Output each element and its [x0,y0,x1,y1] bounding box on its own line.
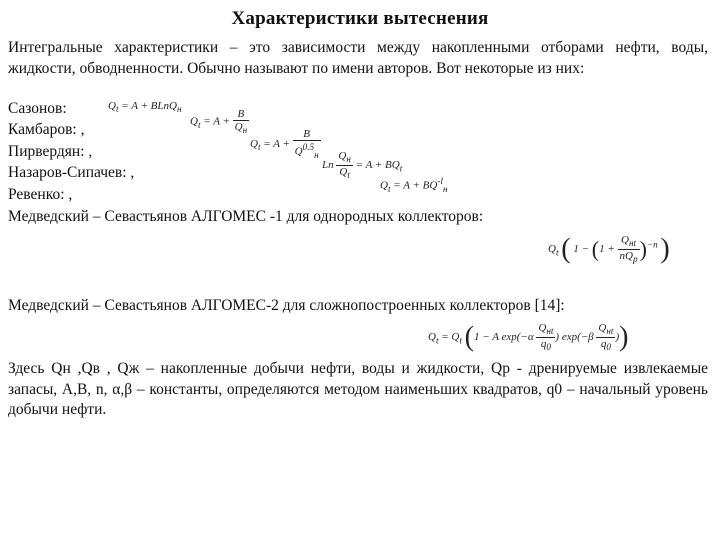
method-kambarov-label: Камбаров: , [8,121,85,138]
method-nazarov-sipachev-label: Назаров-Сипачев: , [8,164,135,181]
formula-nazarov-sipachev: Ln $\frac{Q_н}{Q_t}$ = $A + BQ_t$ [322,150,403,181]
formula-algomes2: $Q_t = Q_t$ (1 − A exp(−α $\frac{Q_{нt}}{q_0}$ ) exp(−β $\frac{Q_{нt}}{q_0}$ )) [428,321,629,353]
algomes1-label: Медведский – Севастьянов АЛГОМЕС -1 для однородных коллекторов: [8,208,484,225]
intro-paragraph: Интегральные характеристики – это зависимости между накопленными отборами нефти, воды, жидкости, обводненности. Обычно называют по имени авторов. Вот некоторые из них: [8,39,708,77]
method-pirverdyan-label: Пирвердян: , [8,143,93,160]
formula-revenko: $Q_t = A + BQ^{-l}_н$ [380,176,448,194]
formula-algomes1: $Q_t$ ( 1 − (1 + $\frac{Q_{нt}}{nQ_p}$ )$^{-n}$ ) [548,233,670,265]
formula-sazonov: $Q_t = A$ + BLnQ$_н$ [108,100,182,115]
formula-kambarov: $Q_t = A$ + $\frac{B}{Q_н}$ [190,108,248,136]
formula-pirverdyan: $Q_t = A$ + $\frac{B}{Q^{0.5}_н}$ [250,128,319,160]
slide-title: Характеристики вытеснения [231,8,489,29]
conclusion-paragraph: Здесь Qн ,Qв , Qж – накопленные добычи нефти, воды и жидкости, Qр - дренируемые извлекаемые запасы, А,В, n, α,β – константы, определяются методом наименьших квадратов, q0 – начальный уровень добычи нефти. [8,360,708,418]
method-sazonov-label: Сазонов: [8,100,67,117]
method-revenko-label: Ревенко: , [8,186,73,203]
algomes2-label: Медведский – Севастьянов АЛГОМЕС-2 для сложнопостроенных коллекторов [14]: [8,297,565,314]
